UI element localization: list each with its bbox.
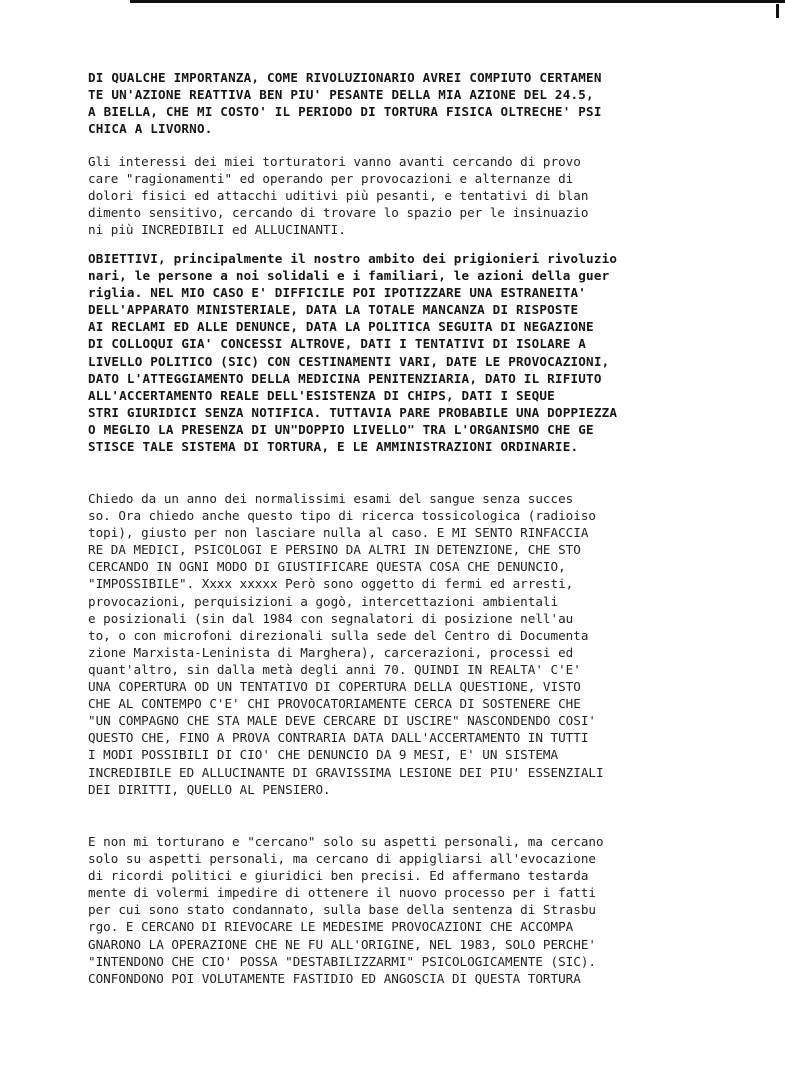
text-line: UNA COPERTURA OD UN TENTATIVO DI COPERTURA DELLA QUESTIONE, VISTO xyxy=(88,679,581,695)
text-line: E non mi torturano e "cercano" solo su aspetti personali, ma cercano xyxy=(88,834,604,849)
text-line: "IMPOSSIBILE". Xxxx xxxxx Però sono oggetto di fermi ed arresti, xyxy=(88,576,574,592)
text-line: care "ragionamenti" ed operando per provocazioni e alternanze di xyxy=(88,171,574,187)
text-line: DEI DIRITTI, QUELLO AL PENSIERO. xyxy=(88,781,331,797)
text-line: riglia. NEL MIO CASO E' DIFFICILE POI IPOTIZZARE UNA ESTRANEITA' xyxy=(88,285,587,301)
text-line: di ricordi politici e giuridici ben precisi. Ed affermano testarda xyxy=(88,868,589,884)
text-line: LIVELLO POLITICO (SIC) CON CESTINAMENTI VARI, DATE LE PROVOCAZIONI, xyxy=(88,353,610,369)
text-line: STRI GIURIDICI SENZA NOTIFICA. TUTTAVIA PARE PROBABILE UNA DOPPIEZZA xyxy=(88,404,618,420)
paragraph-1 xyxy=(88,69,738,137)
text-line: Chiedo da un anno dei normalissimi esami del sangue senza succes xyxy=(88,491,574,506)
text-line: nari, le persone a noi solidali e i familiari, le azioni della guer xyxy=(88,268,610,284)
text-line: "UN COMPAGNO CHE STA MALE DEVE CERCARE DI USCIRE" NASCONDENDO COSI' xyxy=(88,713,596,729)
text-line: DI QUALCHE IMPORTANZA, COME RIVOLUZIONARIO AVREI COMPIUTO CERTAMEN xyxy=(88,70,602,85)
text-line: per cui sono stato condannato, sulla base della sentenza di Strasbu xyxy=(88,902,596,918)
text-line: GNARONO LA OPERAZIONE CHE NE FU ALL'ORIGINE, NEL 1983, SOLO PERCHE' xyxy=(88,936,596,952)
text-line: AI RECLAMI ED ALLE DENUNCE, DATA LA POLITICA SEGUITA DI NEGAZIONE xyxy=(88,319,594,335)
text-line: to, o con microfoni direzionali sulla sede del Centro di Documenta xyxy=(88,627,589,643)
text-line: INCREDIBILE ED ALLUCINANTE DI GRAVISSIMA LESIONE DEI PIU' ESSENZIALI xyxy=(88,764,604,780)
text-line: dolori fisici ed attacchi uditivi più pesanti, e tentativi di blan xyxy=(88,188,589,204)
text-line: topi), giusto per non lasciare nulla al caso. E MI SENTO RINFACCIA xyxy=(88,525,589,541)
text-line: zione Marxista-Leninista di Marghera), carcerazioni, processi ed xyxy=(88,644,574,660)
text-line: ni più INCREDIBILI ed ALLUCINANTI. xyxy=(88,222,346,238)
text-line: ALL'ACCERTAMENTO REALE DELL'ESISTENZA DI CHIPS, DATI I SEQUE xyxy=(88,387,555,403)
text-line: provocazioni, perquisizioni a gogò, intercettazioni ambientali xyxy=(88,593,559,609)
text-line: quant'altro, sin dalla metà degli anni 70. QUINDI IN REALTA' C'E' xyxy=(88,661,581,677)
paragraph-3 xyxy=(88,250,738,455)
text-line: I MODI POSSIBILI DI CIO' CHE DENUNCIO DA 9 MESI, E' UN SISTEMA xyxy=(88,747,559,763)
text-line: RE DA MEDICI, PSICOLOGI E PERSINO DA ALTRI IN DETENZIONE, CHE STO xyxy=(88,542,581,558)
text-line: TE UN'AZIONE REATTIVA BEN PIU' PESANTE DELLA MIA AZIONE DEL 24.5, xyxy=(88,87,594,103)
text-line: CERCANDO IN OGNI MODO DI GIUSTIFICARE QUESTA COSA CHE DENUNCIO, xyxy=(88,559,566,575)
text-line: STISCE TALE SISTEMA DI TORTURA, E LE AMMINISTRAZIONI ORDINARIE. xyxy=(88,439,579,455)
text-line: solo su aspetti personali, ma cercano di appigliarsi all'evocazione xyxy=(88,851,596,867)
top-border-line xyxy=(130,0,785,3)
text-line: DATO L'ATTEGGIAMENTO DELLA MEDICINA PENITENZIARIA, DATO IL RIFIUTO xyxy=(88,370,602,386)
paragraph-5 xyxy=(88,833,738,987)
text-line: DI COLLOQUI GIA' CONCESSI ALTROVE, DATI I TENTATIVI DI ISOLARE A xyxy=(88,336,587,352)
text-line: CONFONDONO POI VOLUTAMENTE FASTIDIO ED ANGOSCIA DI QUESTA TORTURA xyxy=(88,970,581,986)
paragraph-4 xyxy=(88,490,738,798)
paragraph-2 xyxy=(88,153,738,238)
text-line: e posizionali (sin dal 1984 con segnalatori di posizione nell'au xyxy=(88,610,574,626)
text-line: CHE AL CONTEMPO C'E' CHI PROVOCATORIAMENTE CERCA DI SOSTENERE CHE xyxy=(88,696,581,712)
text-line: A BIELLA, CHE MI COSTO' IL PERIODO DI TORTURA FISICA OLTRECHE' PSI xyxy=(88,104,602,120)
text-line: O MEGLIO LA PRESENZA DI UN"DOPPIO LIVELLO" TRA L'ORGANISMO CHE GE xyxy=(88,421,594,437)
text-line: CHICA A LIVORNO. xyxy=(88,121,213,137)
text-line: "INTENDONO CHE CIO' POSSA "DESTABILIZZARMI" PSICOLOGICAMENTE (SIC). xyxy=(88,953,596,969)
text-line: rgo. E CERCANO DI RIEVOCARE LE MEDESIME PROVOCAZIONI CHE ACCOMPA xyxy=(88,919,574,935)
corner-mark xyxy=(776,4,779,18)
text-line: DELL'APPARATO MINISTERIALE, DATA LA TOTALE MANCANZA DI RISPOSTE xyxy=(88,302,579,318)
text-line: Gli interessi dei miei torturatori vanno avanti cercando di provo xyxy=(88,154,581,169)
text-line: so. Ora chiedo anche questo tipo di ricerca tossicologica (radioiso xyxy=(88,508,596,524)
text-line: OBIETTIVI, principalmente il nostro ambito dei prigionieri rivoluzio xyxy=(88,251,618,266)
text-line: mente di volermi impedire di ottenere il nuovo processo per i fatti xyxy=(88,885,596,901)
text-line: dimento sensitivo, cercando di trovare lo spazio per le insinuazio xyxy=(88,205,589,221)
text-line: QUESTO CHE, FINO A PROVA CONTRARIA DATA DALL'ACCERTAMENTO IN TUTTI xyxy=(88,730,589,746)
